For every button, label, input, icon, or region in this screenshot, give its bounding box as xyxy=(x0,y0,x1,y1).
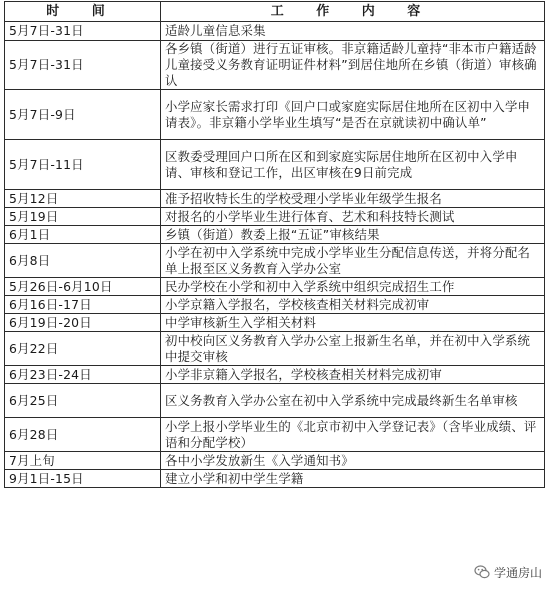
row-content: 适龄儿童信息采集 xyxy=(161,22,545,41)
row-date: 6月16日-17日 xyxy=(5,296,161,314)
table-row xyxy=(5,452,545,470)
row-date: 5月7日-31日 xyxy=(5,22,161,41)
header-time: 时 间 xyxy=(5,2,161,22)
table-row xyxy=(5,140,545,190)
wechat-icon xyxy=(474,564,490,580)
table-row xyxy=(5,244,545,278)
table-header-row xyxy=(5,2,545,22)
table-row xyxy=(5,208,545,226)
row-date: 7月上旬 xyxy=(5,452,161,470)
row-date: 6月8日 xyxy=(5,244,161,278)
row-date: 9月1日-15日 xyxy=(5,470,161,488)
table-row xyxy=(5,332,545,366)
schedule-table xyxy=(4,1,545,488)
table-row xyxy=(5,278,545,296)
row-date: 6月23日-24日 xyxy=(5,366,161,384)
table-row xyxy=(5,470,545,488)
row-content: 区教委受理回户口所在区和到家庭实际居住地所在区初中入学申请、审核和登记工作，出区审核在9日前完成 xyxy=(161,140,545,190)
table-row xyxy=(5,22,545,41)
row-content: 建立小学和初中学生学籍 xyxy=(161,470,545,488)
table-row xyxy=(5,90,545,140)
table-row xyxy=(5,418,545,452)
row-date: 5月26日-6月10日 xyxy=(5,278,161,296)
row-content: 小学应家长需求打印《回户口或家庭实际居住地所在区初中入学申请表》。非京籍小学毕业生填写“是否在京就读初中确认单” xyxy=(161,90,545,140)
row-content: 初中校向区义务教育入学办公室上报新生名单，并在初中入学系统中提交审核 xyxy=(161,332,545,366)
table-row xyxy=(5,226,545,244)
row-date: 5月19日 xyxy=(5,208,161,226)
row-content: 区义务教育入学办公室在初中入学系统中完成最终新生名单审核 xyxy=(161,384,545,418)
table-row xyxy=(5,366,545,384)
row-content: 小学非京籍入学报名，学校核查相关材料完成初审 xyxy=(161,366,545,384)
row-date: 6月22日 xyxy=(5,332,161,366)
row-date: 6月1日 xyxy=(5,226,161,244)
row-content: 小学京籍入学报名，学校核查相关材料完成初审 xyxy=(161,296,545,314)
watermark-text: 学通房山 xyxy=(493,565,542,580)
table-row xyxy=(5,314,545,332)
row-date: 5月7日-9日 xyxy=(5,90,161,140)
row-content: 准予招收特长生的学校受理小学毕业年级学生报名 xyxy=(161,190,545,208)
row-content: 对报名的小学毕业生进行体育、艺术和科技特长测试 xyxy=(161,208,545,226)
row-date: 5月12日 xyxy=(5,190,161,208)
row-content: 中学审核新生入学相关材料 xyxy=(161,314,545,332)
row-content: 各中小学发放新生《入学通知书》 xyxy=(161,452,545,470)
header-content: 工 作 内 容 xyxy=(161,2,545,22)
watermark xyxy=(472,561,544,583)
row-content: 乡镇（街道）教委上报“五证”审核结果 xyxy=(161,226,545,244)
row-content: 各乡镇（街道）进行五证审核。非京籍适龄儿童持“非本市户籍适龄儿童接受义务教育证明证件材料”到居住地所在乡镇（街道）审核确认 xyxy=(161,41,545,90)
row-date: 6月25日 xyxy=(5,384,161,418)
table-row xyxy=(5,41,545,90)
table-row xyxy=(5,384,545,418)
row-content: 小学在初中入学系统中完成小学毕业生分配信息传送，并将分配名单上报至区义务教育入学办公室 xyxy=(161,244,545,278)
row-content: 民办学校在小学和初中入学系统中组织完成招生工作 xyxy=(161,278,545,296)
table-row xyxy=(5,296,545,314)
row-date: 5月7日-11日 xyxy=(5,140,161,190)
row-date: 6月19日-20日 xyxy=(5,314,161,332)
row-content: 小学上报小学毕业生的《北京市初中入学登记表》（含毕业成绩、评语和分配学校） xyxy=(161,418,545,452)
table-row xyxy=(5,190,545,208)
row-date: 5月7日-31日 xyxy=(5,41,161,90)
row-date: 6月28日 xyxy=(5,418,161,452)
